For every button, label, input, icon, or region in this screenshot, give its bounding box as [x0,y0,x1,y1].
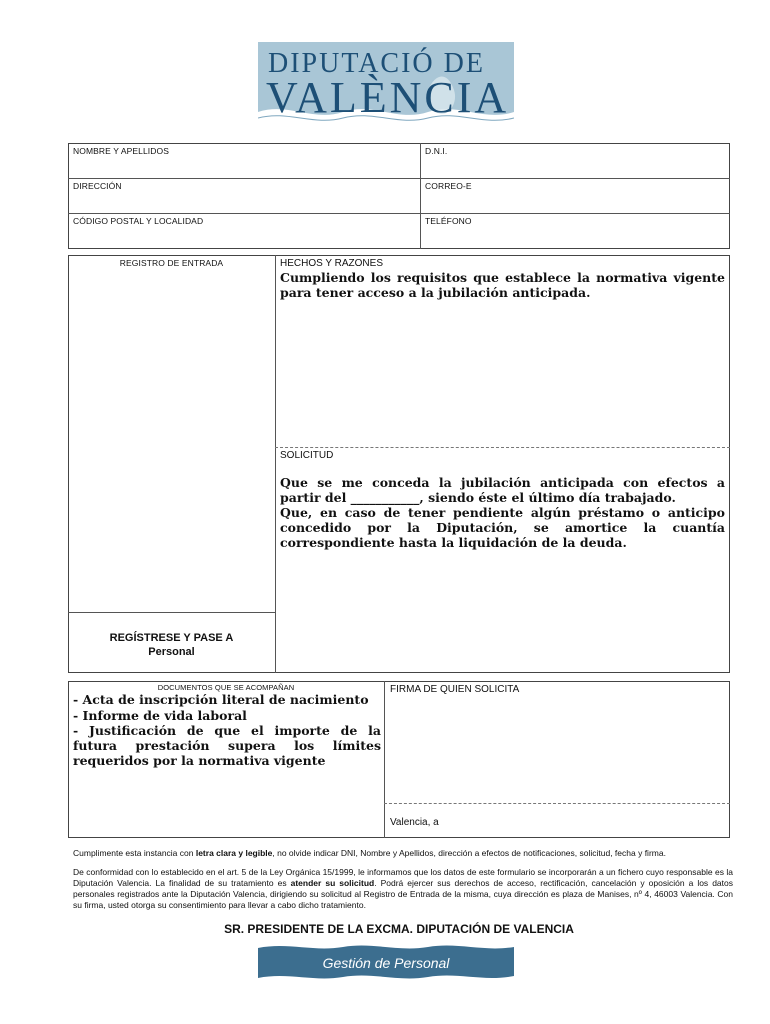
registro-label: REGISTRO DE ENTRADA [119,258,224,268]
hechos-label: HECHOS Y RAZONES [280,258,383,269]
registrese-line1: REGÍSTRESE Y PASE A [109,632,234,644]
documentos-item-3: - Justificación de que el importe de la futura prestación supera los límites requeridos por la normativa vigente [73,723,381,768]
telefono-label: TELÉFONO [425,216,472,226]
footer-banner [258,944,514,982]
solicitud-text-1[interactable]: Que se me conceda la jubilación anticipada con efectos a partir del ___________, siendo éste el último día trabajado. [280,475,725,505]
logo [258,42,514,124]
lugar-fecha-label: Valencia, a [390,817,439,828]
firma-area[interactable] [386,697,729,801]
logo-line1: DIPUTACIÓ DE [268,48,485,79]
registrese-line2: Personal [148,646,195,658]
codigo-postal-field[interactable] [69,227,419,248]
codigo-postal-label: CÓDIGO POSTAL Y LOCALIDAD [73,216,204,226]
solicitud-label: SOLICITUD [280,450,334,461]
correo-field[interactable] [421,192,729,212]
nombre-label: NOMBRE Y APELLIDOS [73,146,169,156]
nombre-field[interactable] [69,157,419,177]
direccion-field[interactable] [69,192,419,212]
banner-text: Gestión de Personal [322,955,450,971]
documentos-label: DOCUMENTOS QUE SE ACOMPAÑAN [157,683,295,692]
documentos-item-1: - Acta de inscripción literal de nacimiento [73,692,369,707]
solicitud-text-2[interactable]: Que, en caso de tener pendiente algún préstamo o anticipo concedido por la Diputación, se amortice la cuantía correspondiente hasta la liquidación de la deuda. [280,505,725,550]
instructions-note: Cumplimente esta instancia con letra clara y legible, no olvide indicar DNI, Nombre y Apellidos, dirección a efectos de notificaciones, solicitud, fecha y firma. [73,848,666,858]
firma-label: FIRMA DE QUIEN SOLICITA [390,684,520,695]
dni-field[interactable] [421,157,729,177]
telefono-field[interactable] [421,227,729,248]
hechos-text[interactable]: Cumpliendo los requisitos que establece la normativa vigente para tener acceso a la jubilación anticipada. [280,270,725,300]
direccion-label: DIRECCIÓN [73,181,122,191]
privacy-note: De conformidad con lo establecido en el art. 5 de la Ley Orgánica 15/1999, le informamos que los datos de este formulario se incorporarán a un fichero cuyo responsable es la Diputación Valencia. La finalidad de su tratamiento es atender su solicitud. Podrá ejercer sus derechos de acceso, rectificación, cancelación y oposición a los datos personales registrados ante la Diputación Valencia, dirigiendo su solicitud al Registro de Entrada de la misma, cuya dirección es plaza de Manises, nº 4, 46003 Valencia. Con su firma, usted otorga su consentimiento para llevar a cabo dicho tratamiento. [73,867,733,910]
fecha-field[interactable] [446,812,726,832]
main-request-box [68,255,730,673]
dni-label: D.N.I. [425,146,448,156]
addressee: SR. PRESIDENTE DE LA EXCMA. DIPUTACIÓN DE VALENCIA [224,922,574,936]
logo-line2: VALÈNCIA [266,73,510,122]
correo-label: CORREO-E [425,181,472,191]
documentos-item-2: - Informe de vida laboral [73,708,247,723]
